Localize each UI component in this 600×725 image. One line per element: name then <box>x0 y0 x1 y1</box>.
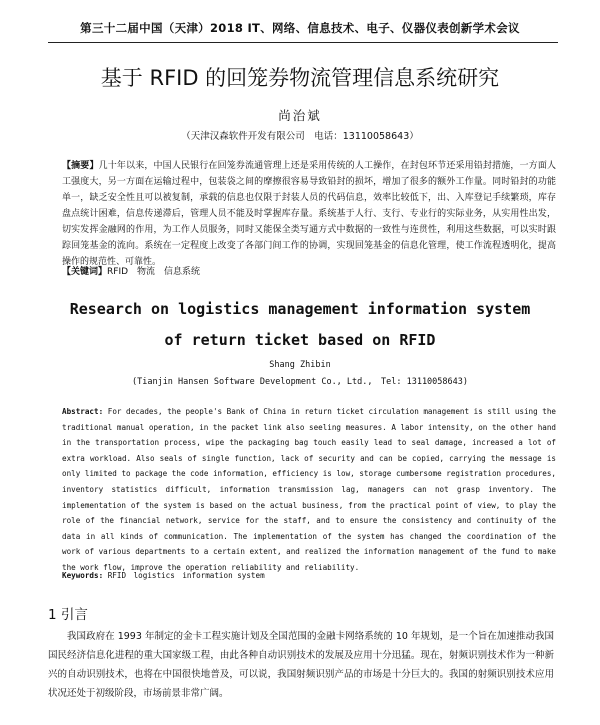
abstract-english-text: For decades, the people's Bank of China in return ticket circulation management is still using the traditional manual operation, in the packet link also seeling measures. A labor intensity, on the other hand in the transportation process, wipe the packaging bag touch easily lead to seal damage, increased a lot of extra workload. Also seals of single function, lack of security and can be copied, carrying the message is only limited to package the code information, efficiency is low, storage cumbersome registration procedures, inventory statistics difficult, information transmission lag, managers can not grasp inventory. The implementation of the system is based on the actual business, from the practical point of view, to play the role of the financial network, service for the staff, and to ensure the consistency and continuity of the data in all kinds of communication. The implementation of the system has changed the coordination of the work of various departments to a certain extent, and realized the information management of the fund to make the work flow, improve the operation reliability and reliability. <box>62 407 556 572</box>
author-chinese: 尚治斌 <box>278 108 322 123</box>
keywords-chinese-label: 【关键词】 <box>62 267 108 277</box>
keywords-english-label: Keywords: <box>62 571 104 580</box>
affiliation-chinese: （天津汉森软件开发有限公司 电话：13110058643） <box>181 131 419 142</box>
keywords-english <box>62 570 556 581</box>
affiliation-english: (Tianjin Hansen Software Development Co., Ltd., Tel: 13110058643) <box>131 377 469 387</box>
abstract-chinese-text: 几十年以来，中国人民银行在回笼券流通管理上还是采用传统的人工操作，在封包环节还采用铅封措施，一方面人工强度大，另一方面在运输过程中，包装袋之间的摩擦很容易导致铅封的损坏，增加了很多的额外工作量。同时铅封的功能单一，缺乏安全性且可以被复制，承载的信息也仅限于封装人员的代码信息，效率比较低下，出、入库登记手续繁琐，库存盘点统计困难，信息传递滞后，管理人员不能及时掌握库存量。系统基于人行、支行、专业行的实际业务，从实用性出发，切实发挥金融网的作用，为工作人员服务，同时又能保全类写通方式中数据的一致性与连贯性，利用这些数据，可以实时跟踪回笼基金的流向。系统在一定程度上改变了各部门间工作的协调，实现回笼基金的信息化管理，使工作流程透明化，提高操作的规范性、可靠性。 <box>62 161 556 267</box>
paper-title-english-line1: Research on logistics management information system <box>69 300 531 318</box>
section-heading-introduction: 1 引言 <box>48 607 88 623</box>
abstract-english <box>62 404 556 576</box>
author-english: Shang Zhibin <box>269 360 331 370</box>
paper-title-english-line2: of return ticket based on RFID <box>164 331 436 349</box>
abstract-chinese-label: 【摘要】 <box>62 161 99 171</box>
abstract-english-label: Abstract: <box>62 407 104 416</box>
keywords-chinese-text: RFID 物流 信息系统 <box>107 267 201 277</box>
paper-title-chinese: 基于 RFID 的回笼券物流管理信息系统研究 <box>100 66 500 90</box>
keywords-english-text: RFID logistics information system <box>107 571 265 580</box>
conference-header: 第三十二届中国（天津）2018 IT、网络、信息技术、电子、仪器仪表创新学术会议 <box>80 21 520 35</box>
section-body-introduction: 我国政府在 1993 年制定的金卡工程实施计划及全国范围的金融卡网络系统的 10 年规划，是一个旨在加速推动我国国民经济信息化进程的重大国家级工程，由此各种自动识别技术的发展及应用十分迅猛。现在，射频识别技术作为一种新兴的自动识别技术，也将在中国很快地普及，可以说，我国射频识别产品的市场是十分巨大的。我国的射频识别技术应用状况还处于初级阶段，市场前景非常广阔。 <box>48 631 554 699</box>
abstract-chinese <box>62 158 556 270</box>
keywords-chinese <box>62 264 556 277</box>
header-divider <box>48 42 558 43</box>
